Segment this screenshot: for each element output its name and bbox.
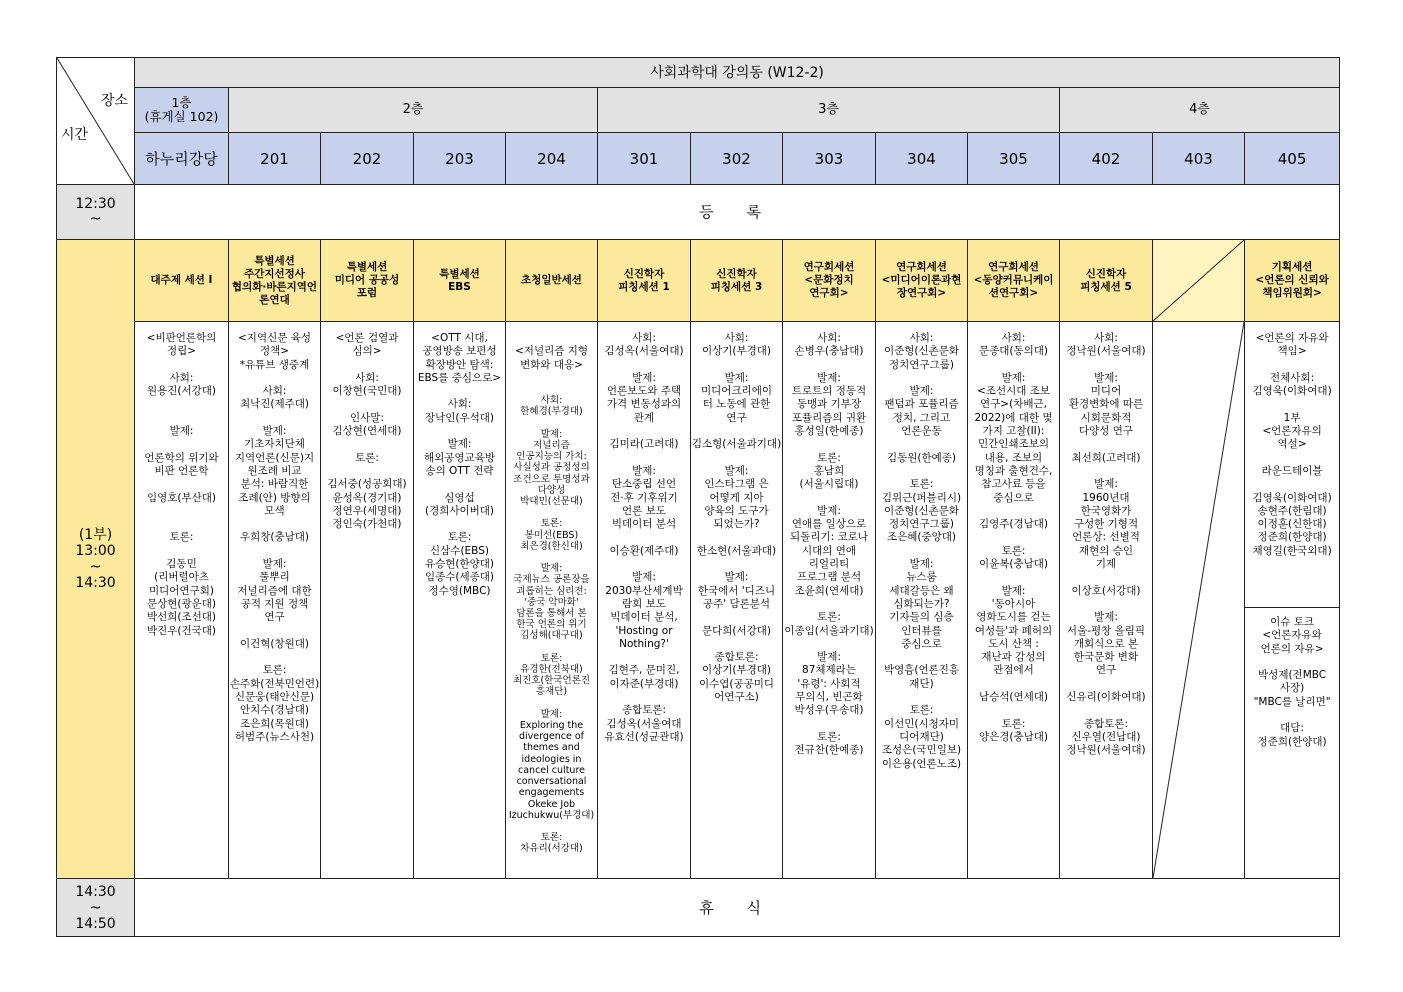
room-cell: 204 [506,133,598,185]
session-body-405 [1245,322,1340,879]
session-header: 초청일반세션 [506,240,598,322]
room-cell: 304 [876,133,968,185]
room-cell: 402 [1060,133,1153,185]
session-405-bottom: 이슈 토크 <언론자유와 언론의 자유> 박성제(전MBC 사장) "MBC를 날리면" 대담: 정준희(한양대) [1253,616,1331,748]
session-body: 사회: 문종대(동의대) 발제: <조선시대 조보 연구>(차배근, 2022)에 대한 몇 가지 고찰(II): 민간인쇄조보의 내용, 조보의 명칭과 출현건수, 참고사료 등을 중심으로 김영주(경남대) 토론: 이윤복(충남대) 발제: '동아시아 영화도시를 걷는 여성들'과 폐허의 도시 산책 : 재난과 감성의 관점에서 남승석(연세대) 토론: 양은경(충남대) [968,322,1060,879]
session-body: <비판언론학의 정립> 사회: 원용진(서강대) 발제: 언론학의 위기와 비판 언론학 임영호(부산대) 토론: 김동민 (리버럴아츠 미디어연구회) 문상현(광운대) 박선희(조선대) 박진우(건국대) [135,322,229,879]
session-405-top: <언론의 자유와 책임> 전체사회: 김영욱(이화여대) 1부 <언론자유의 역설> 라운드테이블 김영욱(이화여대) 송현주(한림대) 이정훈(신한대) 정준희(한양대) 채영길(한국외대) [1245,322,1339,608]
session-header: 특별세션 EBS [414,240,506,322]
session-body: 사회: 이준형(신촌문화 정치연구그룹) 발제: 팬덤과 포퓰리즘 정치, 그리고 언론운동 김동원(한예종) 토론: 김위근(퍼블리시) 이준형(신촌문화 정치연구그룹) 조은혜(중앙대) 발제: 뉴스룸 세대갈등은 왜 심화되는가? 기자들의 심층 인터뷰를 중심으로 박영흠(언론진흥 재단) 토론: 이선민(시청자미 디어재단) 조성은(국민일보) 이은용(언론노조) [876,322,968,879]
session-body: <언론 검열과 심의> 사회: 이창현(국민대) 인사말: 김상현(연세대) 토론: 김서중(성공회대) 윤성옥(경기대) 정연우(세명대) 정인숙(가천대) [321,322,414,879]
session-header-row [57,240,1340,322]
registration-label: 등 록 [135,185,1340,240]
room-cell: 301 [598,133,691,185]
room-cell: 201 [229,133,321,185]
room-cell: 303 [783,133,876,185]
room-403-header-empty [1153,240,1245,322]
session-header: 신진학자 피칭세션 1 [598,240,691,322]
floor-3: 3층 [598,88,1060,133]
session-header: 특별세션 미디어 공공성 포럼 [321,240,414,322]
floor-4: 4층 [1060,88,1340,133]
building-title: 사회과학대 강의동 (W12-2) [135,58,1340,88]
session-body-row [57,322,1340,879]
room-cell: 하누리강당 [135,133,229,185]
room-cell: 203 [414,133,506,185]
room-cell: 405 [1245,133,1340,185]
room-cell: 202 [321,133,414,185]
room-cell: 403 [1153,133,1245,185]
time-label: 시간 [61,127,89,143]
session-header: 신진학자 피칭세션 3 [691,240,783,322]
session-header: 연구회세션 <동양커뮤니케이 션연구회> [968,240,1060,322]
session-header: 연구회세션 <문화정치 연구회> [783,240,876,322]
session-body: <OTT 시대, 공영방송 보편성 확장방안 탐색: EBS를 중심으로> 사회: 장낙인(우석대) 발제: 해외공영교육방 송의 OTT 전략 심영섭 (경희사이버대) 토론: 신삼수(EBS) 유승현(한양대) 임종수(세종대) 정수영(MBC) [414,322,506,879]
session-header: 신진학자 피칭세션 5 [1060,240,1153,322]
session-header: 대주제 세션 I [135,240,229,322]
session-204-details: 사회: 한혜경(부경대) 발제: 저널리즘 인공지능의 가치: 사실성과 공정성의 조건으로 투명성과 다양성 박대민(선문대) 토론: 봉미선(EBS) 최은경(한신대) 발제: 국제뉴스 공론장을 괴롭히는 심리전: '중국 악마화' 담론을 통해서 본 한국 언론의 위기 김성해(대구대) 토론: 유경한(전북대) 최진호(한국언론진 흥재단) 발제: Exploring the divergence of themes and ideologies in cancel culture conversational engagements Okeke Job Izuchukwu(부경대) 토론: 차유리(서강대) [508,395,595,855]
registration-time: 12:30 ~ [57,185,135,240]
session-header: 기획세션 <언론의 신뢰와 책임위원회> [1245,240,1340,322]
floor-1: 1층 (휴게실 102) [135,88,229,133]
break-time: 14:30 ~ 14:50 [57,879,135,937]
session-body: 사회: 김성옥(서울여대) 발제: 언론보도와 주택 가격 변동성과의 관계 김미라(고려대) 발제: 탄소중립 선언 전·후 기후위기 언론 보도 빅데이터 분석 이승환(제주대) 발제: 2030부산세계박 람회 보도 빅데이터 분석, 'Hosting or Nothing?' 김현주, 문미진, 이자준(부경대) 종합토론: 김성옥(서울여대 유효선(성균관대) [598,322,691,879]
floor-2: 2층 [229,88,598,133]
break-label: 휴 식 [135,879,1340,937]
room-403-body-empty [1153,322,1245,879]
session1-time: (1부) 13:00 ~ 14:30 [57,240,135,879]
room-cell: 302 [691,133,783,185]
session-body: 사회: 손병우(충남대) 발제: 트로트의 정동적 동맹과 기부장 포퓰리즘의 귀환 홍성일(한예종) 토론: 홍남희 (서울시립대) 발제: 연애를 일상으로 되돌리기: 코로나 시대의 연애 리얼리티 프로그램 분석 조윤희(연세대) 토론: 이종임(서울과기대) 발제: 87체제라는 '유령': 사회적 무의식, 빈곤화 박성우(우송대) 토론: 전규찬(한예종) [783,322,876,879]
session-body: 사회: 이상기(부경대) 발제: 미디어크리에이 터 노동에 관한 연구 김소형(서울과기대) 발제: 인스타그램 은 어떻게 지아 양육의 도구가 되었는가? 한소현(서울과대) 발제: 한국에서 '디즈니 공주' 담론분석 문다희(서강대) 종합토론: 이상기(부경대) 이수엽(공공미디 어연구소) [691,322,783,879]
session-header: 연구회세션 <미디어이론과현 장연구회> [876,240,968,322]
session-body: <지역신문 육성 정책> *유튜브 생중계 사회: 최낙진(제주대) 발제: 기초자치단체 지역언론(신문)지 원조례 비교 분석: 바람직한 조례(안) 방향의 모색 우희창(충남대) 발제: 풀뿌리 저널리즘에 대한 공적 지원 정책 연구 이건혁(창원대) 토론: 손주화(전북민언련) 신문웅(태안신문) 안치수(경남대) 조은희(목원대) 허범주(뉴스사천) [229,322,321,879]
session-body-204 [506,322,598,879]
room-row [57,133,1340,185]
session-body: 사회: 정낙원(서울여대) 발제: 미디어 환경변화에 따른 시회문화적 다양성 연구 최선희(고려대) 발제: 1960년대 한국영화가 구성한 기형적 언론상: 선별적 재현의 승인 기제 이상호(서강대) 발제: 서울-평창 올림픽 개회식으로 본 한국문화 변화 연구 신유리(이화여대) 종합토론: 신우열(전남대) 정낙원(서울여대) [1060,322,1153,879]
schedule-table [56,57,1340,937]
session-204-title: <저널리즘 지형 변화와 대응> [515,345,588,371]
corner-header [57,58,135,185]
room-cell: 305 [968,133,1060,185]
session-header: 특별세션 주간지선정사 협의화·바른지역언 론연대 [229,240,321,322]
place-label: 장소 [100,93,128,109]
